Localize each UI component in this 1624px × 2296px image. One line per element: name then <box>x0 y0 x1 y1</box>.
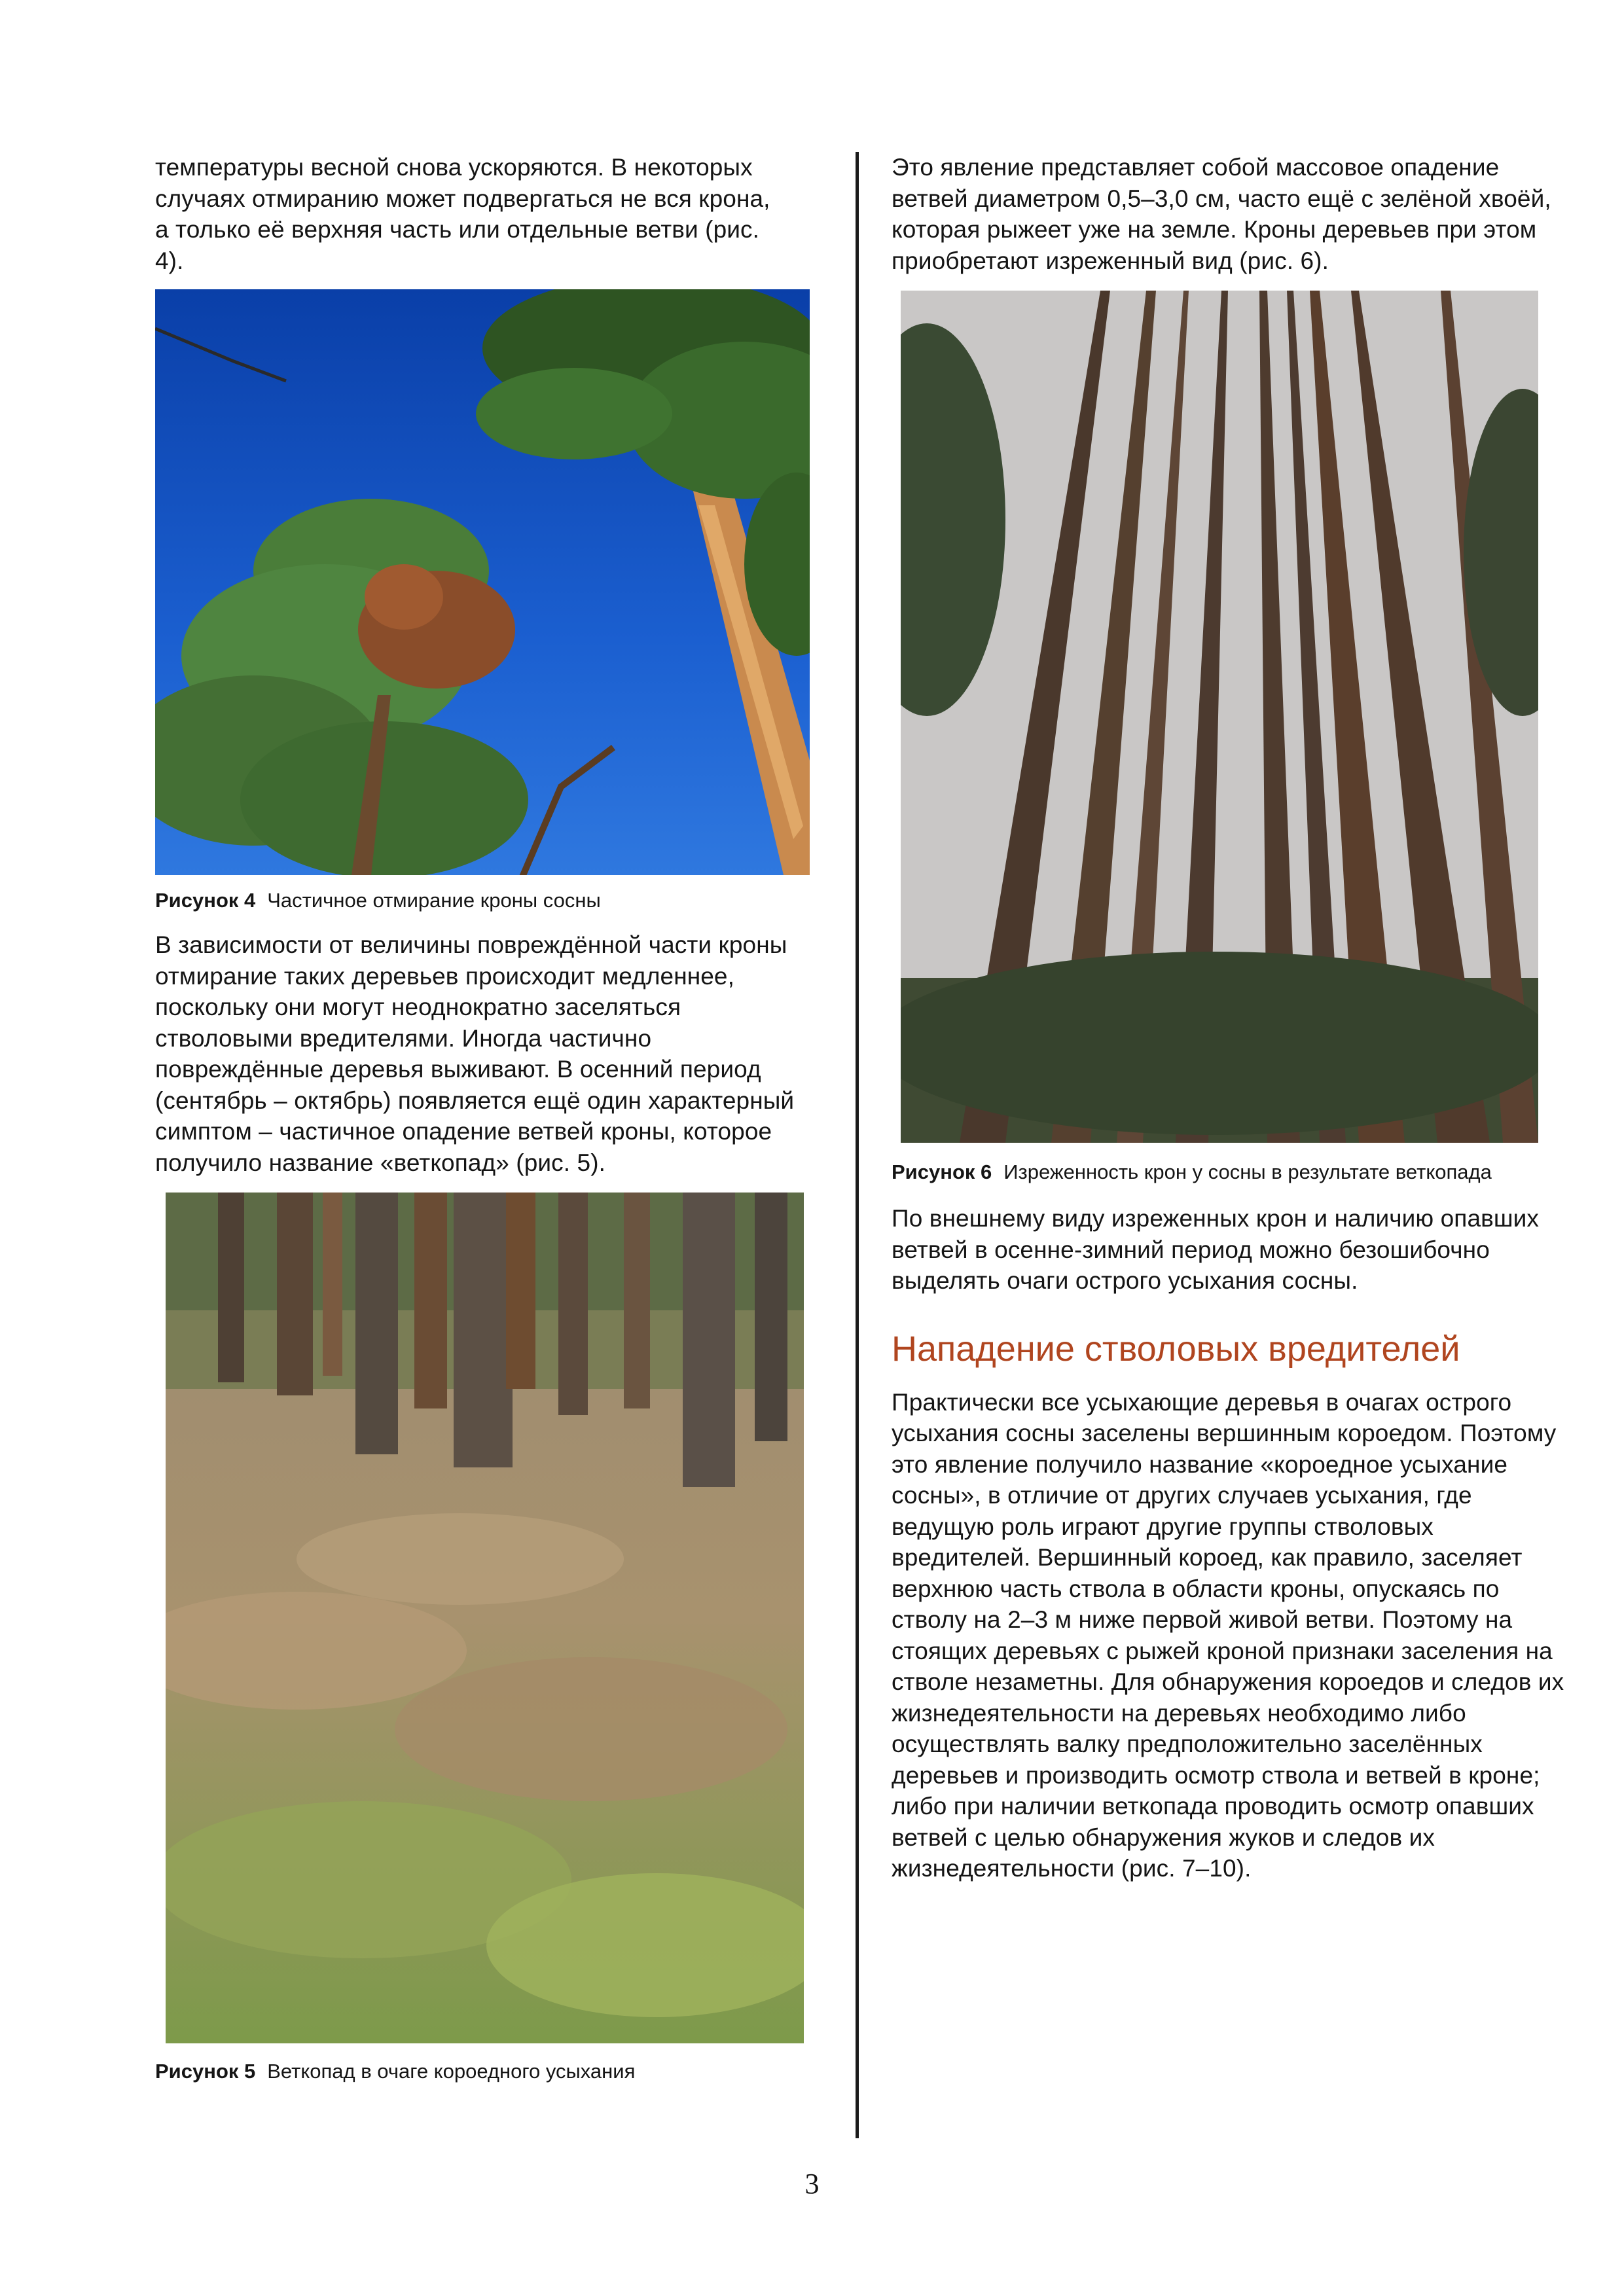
column-divider <box>856 152 859 2138</box>
figure-5-caption-text: Веткопад в очаге короедного усыхания <box>267 2060 636 2083</box>
right-column <box>892 152 1566 1884</box>
figure-4-caption <box>155 888 823 913</box>
paragraph-branch-fall: Это явление представляет собой массовое опадение ветвей диаметром 0,5–3,0 см, часто ещё с зелёной хвоёй, которая рыжеет уже на земле. Кроны деревьев при этом приобретают изреженный вид (рис. 6). <box>892 154 1551 274</box>
figure-6-number: Рисунок 6 <box>892 1160 992 1183</box>
figure-5-photo-fallen-branches <box>166 1193 804 2043</box>
figure-6-caption-text: Изреженность крон у сосны в результате веткопада <box>1003 1160 1492 1183</box>
paragraph-intro-continued: температуры весной снова ускоряются. В некоторых случаях отмиранию может подвергаться не вся крона, а только её верхняя часть или отдельные ветви (рис. 4). <box>155 154 770 274</box>
left-column <box>155 152 823 2084</box>
figure-6-caption <box>892 1160 1546 1185</box>
figure-4-number: Рисунок 4 <box>155 889 256 912</box>
figure-4-photo-pine-crown <box>155 289 810 875</box>
paragraph-bark-beetle: Практически все усыхающие деревья в очагах острого усыхания сосны заселены вершинным короедом. Поэтому это явление получило название «короедное усыхание сосны», в отличие от других случаев усыхания, где ведущую роль играют другие группы стволовых вредителей. Вершинный короед, как правило, заселяет верхнюю часть ствола в области кроны, опускаясь по стволу на 2–3 м ниже первой живой ветви. Поэтому на стоящих деревьях с рыжей кроной признаки заселения на стволе незаметны. Для обнаружения короедов и следов их жизнедеятельности на деревьях необходимо либо осуществлять валку предположительно заселённых деревьев и производить осмотр ствола и ветвей в кроне; либо при наличии веткопада проводить осмотр опавших ветвей с целью обнаружения жуков и следов их жизнедеятельности (рис. 7–10). <box>892 1388 1564 1882</box>
paragraph-partial-damage: В зависимости от величины повреждённой части кроны отмирание таких деревьев происходит медленнее, поскольку они могут неоднократно заселяться стволовыми вредителями. Иногда частично повреждённые деревья выживают. В осенний период (сентябрь – октябрь) появляется ещё один характерный симптом – частичное опадение ветвей кроны, которое получило название «веткопад» (рис. 5). <box>155 931 795 1176</box>
section-heading: Нападение стволовых вредителей <box>892 1329 1460 1369</box>
figure-4-caption-text: Частичное отмирание кроны сосны <box>267 889 601 912</box>
figure-5-caption <box>155 2059 823 2084</box>
figure-6-photo-thinned-crowns <box>901 291 1538 1143</box>
page-number: 3 <box>804 2168 820 2200</box>
paragraph-outbreak-detection: По внешнему виду изреженных крон и наличию опавших ветвей в осенне-зимний период можно безошибочно выделять очаги острого усыхания сосны. <box>892 1205 1540 1294</box>
figure-5-number: Рисунок 5 <box>155 2060 256 2083</box>
